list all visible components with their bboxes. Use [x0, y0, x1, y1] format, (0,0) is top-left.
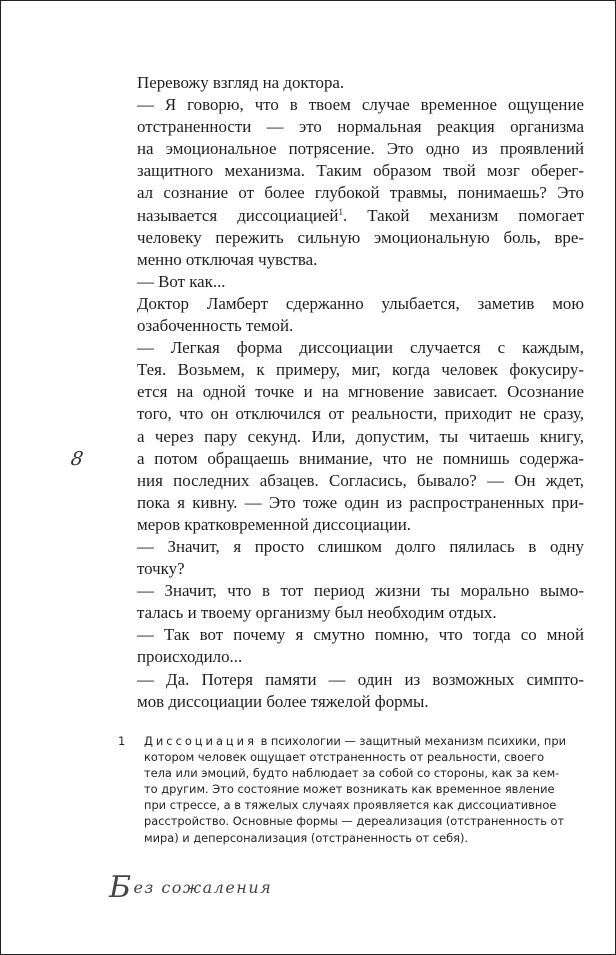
footnote-number: 1: [118, 734, 126, 748]
footnote-term: Диссоциация: [144, 734, 257, 748]
footnote-ref[interactable]: 1: [338, 206, 343, 217]
footnote-text: Диссоциация в психологии — защитный механизм психики, при котором человек ощущает отстраненность от реальности, своего тела или эмоций, будто наблюдает за собой со стороны, как за кем- то другим. Это состояние может возникать как временное явление при стрессе, а в тяжелых случаях проявляется как диссоциативное расстройство. Основные формы — дереализация (отстраненность от мира) и деперсонализация (отстраненность от себя).: [144, 734, 566, 845]
paragraph: — Легкая форма диссоциации случается с каждым, Тея. Возьмем, к примеру, миг, когда человек фокусиру- ется на одной точке и на мгновение зависает. Осознание того, что он отключился от реальности, приходит не сразу, а через пару секунд. Или, допустим, ты читаешь книгу, а потом обращаешь внимание, что не помнишь содержа- ния последних абзацев. Согласись, бывало? — Он ждет, пока я кивну. — Это тоже один из распространенных при- меров кратковременной диссоциации.: [137, 338, 584, 534]
paragraph: — Я говорю, что в твоем случае временное ощущение отстраненности — это нормальная реакция организма на эмоциональное потрясение. Это одно из проявлений защитного механизма. Таким образом твой мозг оберег- ал сознание от более глубокой травмы, понимаешь? Это называется диссоциацией$^1$. Такой механизм помогает человеку пережить сильную эмоциональную боль, вре- менно отключая чувства.: [137, 95, 584, 269]
running-title: Без сожаления: [109, 870, 273, 905]
paragraph: — Значит, что в тот период жизни ты морально вымо- талась и твоему организму был необходим отдых.: [137, 581, 584, 623]
paragraph: — Значит, я просто слишком долго пялилась в одну точку?: [137, 536, 584, 579]
main-text: [118, 72, 584, 713]
paragraph: — Так вот почему я смутно помню, что тогда со мной происходило...: [137, 625, 584, 667]
paragraph: Доктор Ламберт сдержанно улыбается, заметив мою озабоченность темой.: [137, 293, 584, 336]
paragraph: — Да. Потеря памяти — один из возможных симпто- мов диссоциации более тяжелой формы.: [137, 669, 584, 711]
page-number: 8: [69, 448, 85, 470]
paragraph: — Вот как...: [137, 271, 226, 291]
paragraph: Перевожу взгляд на доктора.: [137, 73, 345, 92]
